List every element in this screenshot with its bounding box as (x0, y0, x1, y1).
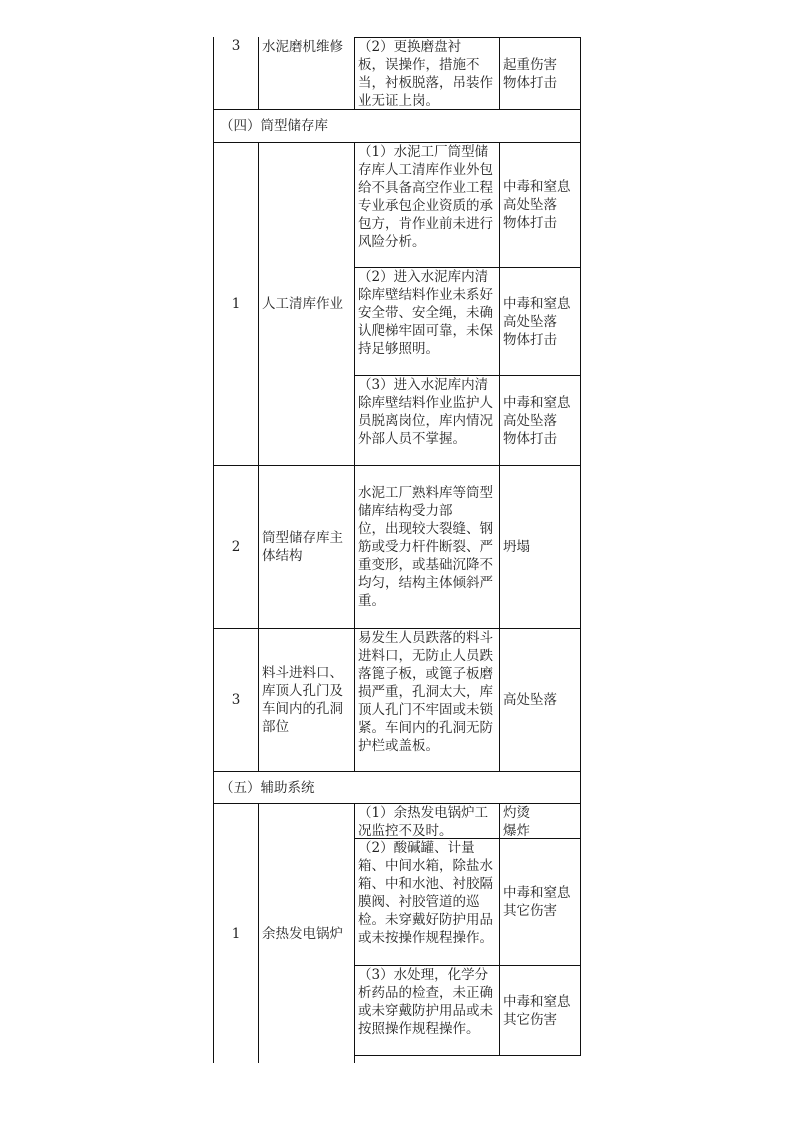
row-risk: 起重伤害 物体打击 (499, 37, 581, 110)
row-description: （2）进入水泥库内清除库壁结料作业未系好安全带、安全绳，未确认爬梯牢固可靠，未保持足够照明。 (354, 267, 500, 376)
row-item: 料斗进料口、库顶人孔门及车间内的孔洞部位 (258, 628, 355, 772)
row-description: （2）更换磨盘衬 板，误操作，措施不当，衬板脱落，吊装作业无证上岗。 (354, 37, 500, 110)
row-number (213, 37, 259, 110)
row-number: 1 (213, 803, 259, 1063)
row-risk: 中毒和窒息 高处坠落 物体打击 (499, 375, 581, 466)
row-item: 筒型储存库主体结构 (258, 465, 355, 629)
row-item: 人工清库作业 (258, 142, 355, 466)
row-number: 3 (213, 628, 259, 772)
row-description: 水泥工厂熟料库等筒型储库结构受力部 位，出现较大裂缝、钢筋或受力杆件断裂、严重变形，或基础沉降不均匀，结构主体倾斜严重。 (354, 465, 500, 629)
row-description: （1）水泥工厂筒型储存库人工清库作业外包给不具备高空作业工程专业承包企业资质的承包方，肯作业前未进行风险分析。 (354, 142, 500, 268)
hazard-table (0, 37, 793, 1067)
row-item (258, 37, 355, 110)
row-risk: 高处坠落 (499, 628, 581, 772)
row-item: 余热发电锅炉 (258, 803, 355, 1063)
section-header: （四）筒型储存库 (213, 109, 581, 143)
row-risk: 灼烫 爆炸 (499, 803, 581, 839)
row-description: （2）酸碱罐、计量箱、中间水箱，除盐水箱、中和水池、衬胶隔膜阀、衬胶管道的巡检。未穿戴好防护用品或未按操作规程操作。 (354, 838, 500, 966)
row-risk: 坍塌 (499, 465, 581, 629)
row-number-text: 3 (231, 38, 241, 54)
row-risk: 中毒和窒息 高处坠落 物体打击 (499, 142, 581, 268)
row-number: 2 (213, 465, 259, 629)
section-header: （五）辅助系统 (213, 771, 581, 804)
row-risk: 中毒和窒息 其它伤害 (499, 838, 581, 966)
row-description: （3）进入水泥库内清除库壁结料作业监护人员脱离岗位，库内情况外部人员不掌握。 (354, 375, 500, 466)
row-risk: 中毒和窒息 其它伤害 (499, 965, 581, 1056)
row-number: 1 (213, 142, 259, 466)
row-description: （1）余热发电锅炉工况监控不及时。 (354, 803, 500, 839)
row-risk: 中毒和窒息 高处坠落 物体打击 (499, 267, 581, 376)
row-item-text: 水泥磨机维修 (262, 39, 343, 55)
row-description: （3）水处理，化学分析药品的检查，未正确或未穿戴防护用品或未按照操作规程操作。 (354, 965, 500, 1056)
row-description: 易发生人员跌落的料斗进料口，无防止人员跌落篦子板，或篦子板磨损严重，孔洞太大，库顶人孔门不牢固或未锁紧。车间内的孔洞无防护栏或盖板。 (354, 628, 500, 772)
